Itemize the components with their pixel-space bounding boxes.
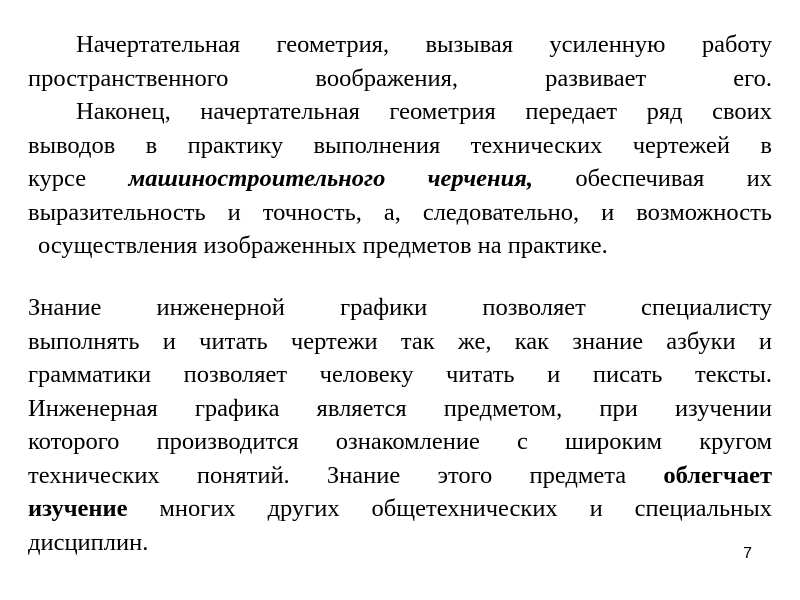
paragraph-3-line-6-start: технических понятий. Знание этого предмета — [28, 461, 627, 489]
page-number: 7 — [743, 545, 752, 562]
paragraph-1-line-1: Начертательная геометрия, вызывая усиленную работу — [76, 31, 772, 58]
emphasis-mechanical-drawing: машиностроительного черчения, — [128, 165, 534, 192]
paragraph-2-line-1: Наконец, начертательная геометрия передает ряд своих — [76, 98, 772, 125]
paragraph-3-line-1: Знание инженерной графики позволяет специалисту — [28, 294, 772, 321]
paragraph-2-line-2: выводов в практику выполнения технических чертежей в — [28, 131, 772, 159]
paragraph-3-line-8: дисциплин. — [28, 528, 149, 556]
paragraph-3-line-5: которого производится ознакомление с широким кругом — [28, 428, 772, 455]
paragraph-3-line-7 — [28, 492, 772, 526]
paragraph-3-line-3: грамматики позволяет человеку читать и писать тексты. — [28, 361, 772, 388]
paragraph-2-line-3-end: обеспечивая их — [575, 165, 772, 192]
paragraph-3-line-2: выполнять и читать чертежи так же, как знание азбуки и — [28, 327, 772, 355]
text-block-top — [28, 28, 772, 263]
paragraph-1-line-2: пространственного воображения, развивает его. — [28, 64, 772, 92]
paragraph-3-line-7-end: многих других общетехнических и специальных — [159, 495, 772, 522]
paragraph-3-line-6 — [28, 459, 772, 493]
paragraph-2-line-4: выразительность и точность, а, следовательно, и возможность — [28, 198, 772, 226]
emphasis-study: изучение — [28, 495, 128, 522]
paragraph-3-line-4: Инженерная графика является предметом, при изучении — [28, 394, 772, 422]
paragraph-2-line-5: осуществления изображенных предметов на практике. — [38, 232, 608, 259]
paragraph-2-line-3-start: курсе — [28, 165, 87, 192]
paragraph-2-line-3 — [28, 162, 772, 196]
emphasis-facilitates: облегчает — [663, 461, 772, 489]
text-block-bottom — [28, 291, 772, 559]
